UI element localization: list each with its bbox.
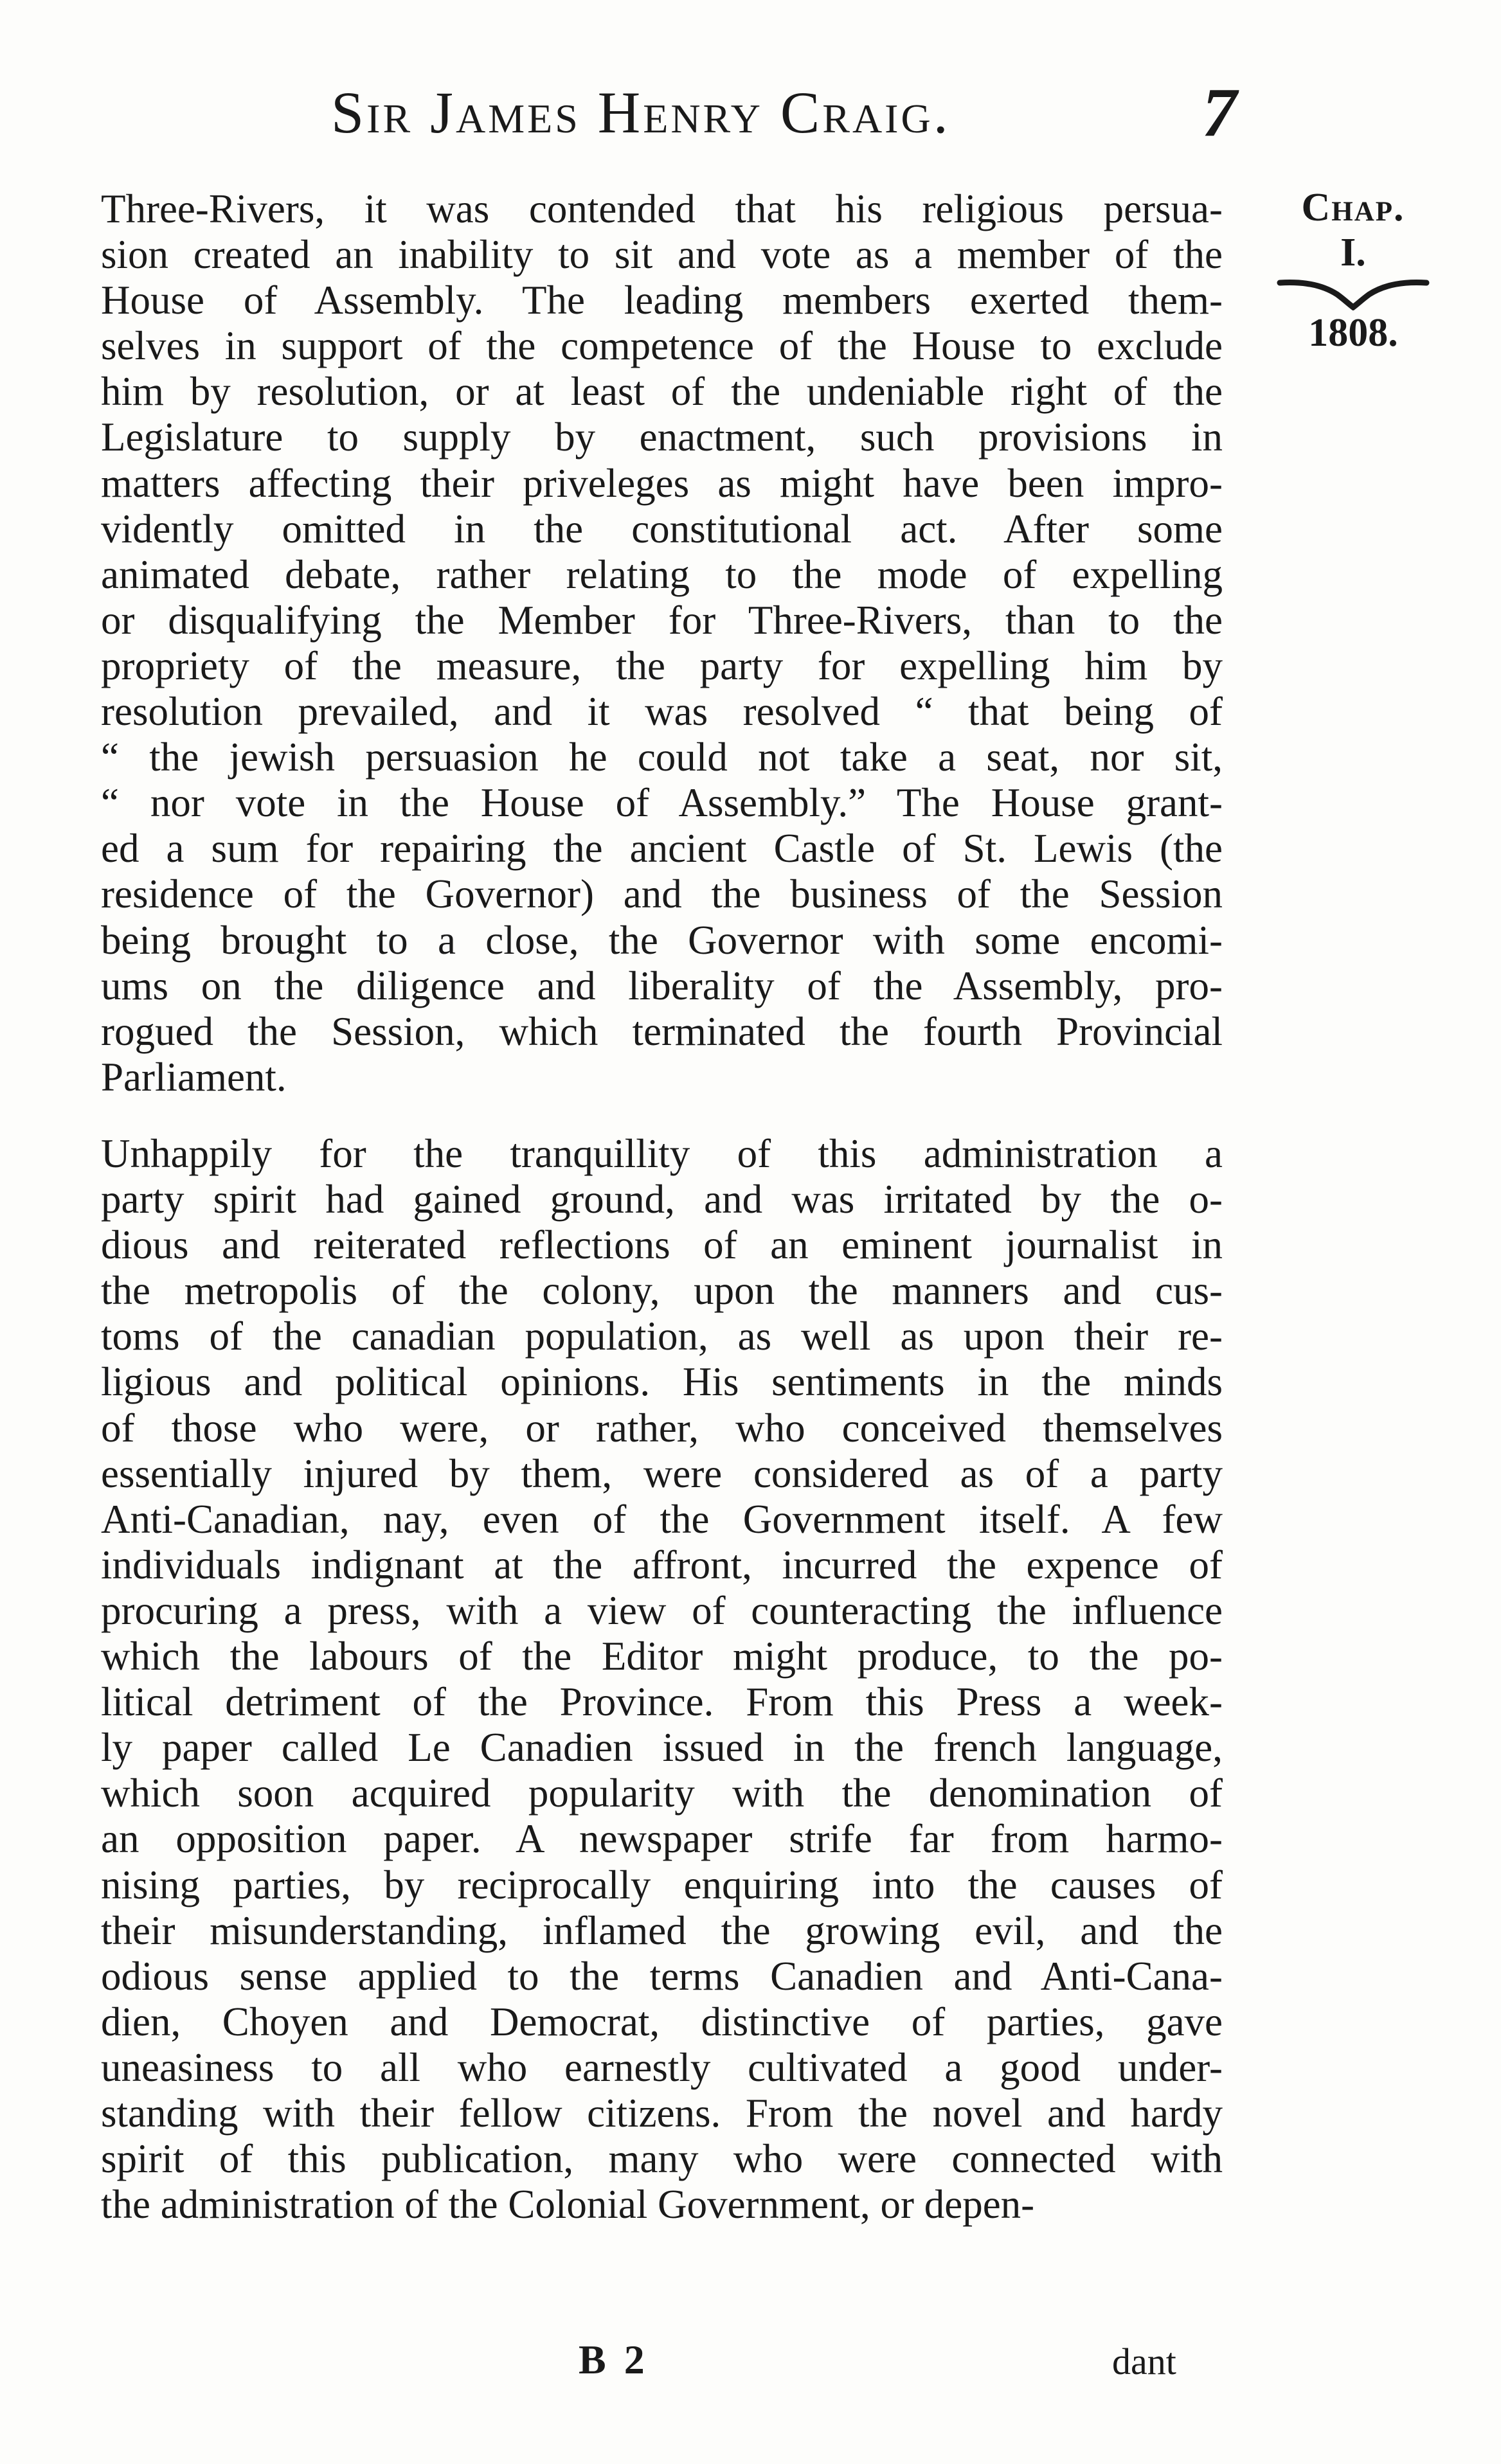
page-footer bbox=[0, 2336, 1501, 2388]
signature-mark: B 2 bbox=[579, 2337, 649, 2382]
text-line: litical detriment of the Province. From this Press a week- bbox=[101, 1679, 1223, 1725]
text-line: Legislature to supply by enactment, such provisions in bbox=[101, 415, 1223, 460]
curly-brace-icon bbox=[1276, 275, 1430, 310]
text-line: ly paper called Le Canadien issued in the french language, bbox=[101, 1725, 1223, 1771]
text-line: of those who were, or rather, who conceived themselves bbox=[101, 1405, 1223, 1451]
text-line: which soon acquired popularity with the denomination of bbox=[101, 1771, 1223, 1816]
margin-note bbox=[1270, 185, 1437, 357]
text-line: the metropolis of the colony, upon the manners and cus- bbox=[101, 1268, 1223, 1314]
text-line: “ the jewish persuasion he could not take a seat, nor sit, bbox=[101, 735, 1223, 780]
text-line: House of Assembly. The leading members exerted them- bbox=[101, 278, 1223, 323]
text-line: toms of the canadian population, as well as upon their re- bbox=[101, 1314, 1223, 1359]
chapter-number: I. bbox=[1340, 231, 1366, 274]
text-line: an opposition paper. A newspaper strife far from harmo- bbox=[101, 1816, 1223, 1862]
text-line: propriety of the measure, the party for expelling him by bbox=[101, 643, 1223, 688]
text-line: selves in support of the competence of the House to exclude bbox=[101, 323, 1223, 369]
text-line: individuals indignant at the affront, incurred the expence of bbox=[101, 1542, 1223, 1587]
text-line: being brought to a close, the Governor with some encomi- bbox=[101, 917, 1223, 963]
text-line: which the labours of the Editor might produce, to the po- bbox=[101, 1634, 1223, 1679]
text-line: Three-Rivers, it was contended that his religious persua- bbox=[101, 186, 1223, 231]
text-line: “ nor vote in the House of Assembly.” The House grant- bbox=[101, 780, 1223, 826]
page-number: 7 bbox=[1202, 75, 1237, 151]
text-line: matters affecting their priveleges as might have been impro- bbox=[101, 460, 1223, 506]
running-header bbox=[0, 75, 1501, 151]
text-line: Unhappily for the tranquillity of this administration a bbox=[101, 1131, 1223, 1176]
text-line: party spirit had gained ground, and was irritated by the o- bbox=[101, 1177, 1223, 1222]
text-line: ums on the diligence and liberality of the Assembly, pro- bbox=[101, 963, 1223, 1008]
text-line: residence of the Governor) and the business of the Session bbox=[101, 871, 1223, 917]
paragraph-2 bbox=[101, 1131, 1223, 2227]
text-line: sion created an inability to sit and vote as a member of the bbox=[101, 232, 1223, 278]
text-line: nising parties, by reciprocally enquiring into the causes of bbox=[101, 1862, 1223, 1907]
text-line: the administration of the Colonial Government, or depen- bbox=[101, 2182, 1035, 2227]
text-line: their misunderstanding, inflamed the growing evil, and the bbox=[101, 1907, 1223, 1953]
text-line: Anti-Canadian, nay, even of the Government itself. A few bbox=[101, 1496, 1223, 1542]
text-line: vidently omitted in the constitutional act. After some bbox=[101, 506, 1223, 551]
text-line: rogued the Session, which terminated the fourth Provincial bbox=[101, 1008, 1223, 1054]
text-line: Parliament. bbox=[101, 1054, 287, 1100]
catchword: dant bbox=[1112, 2341, 1176, 2382]
paragraph-1 bbox=[101, 186, 1223, 1100]
text-line: essentially injured by them, were considered as of a party bbox=[101, 1451, 1223, 1496]
text-line: spirit of this publication, many who were connected with bbox=[101, 2136, 1223, 2182]
text-line: standing with their fellow citizens. From the novel and hardy bbox=[101, 2090, 1223, 2136]
text-line: procuring a press, with a view of counteracting the influence bbox=[101, 1587, 1223, 1633]
text-line: uneasiness to all who earnestly cultivated a good under- bbox=[101, 2044, 1223, 2090]
text-line: animated debate, rather relating to the mode of expelling bbox=[101, 551, 1223, 597]
text-line: resolution prevailed, and it was resolved “ that being of bbox=[101, 689, 1223, 735]
text-line: dious and reiterated reflections of an eminent journalist in bbox=[101, 1222, 1223, 1268]
text-line: odious sense applied to the terms Canadien and Anti-Cana- bbox=[101, 1953, 1223, 1999]
text-line: him by resolution, or at least of the undeniable right of the bbox=[101, 369, 1223, 415]
chapter-label: Chap. bbox=[1301, 186, 1405, 229]
text-line: dien, Choyen and Democrat, distinctive of parties, gave bbox=[101, 1999, 1223, 2044]
margin-year: 1808. bbox=[1308, 311, 1398, 355]
running-title: Sir James Henry Craig. bbox=[331, 80, 951, 145]
text-line: ed a sum for repairing the ancient Castle of St. Lewis (the bbox=[101, 826, 1223, 871]
text-line: or disqualifying the Member for Three-Rivers, than to the bbox=[101, 597, 1223, 643]
text-line: ligious and political opinions. His sentiments in the minds bbox=[101, 1359, 1223, 1405]
